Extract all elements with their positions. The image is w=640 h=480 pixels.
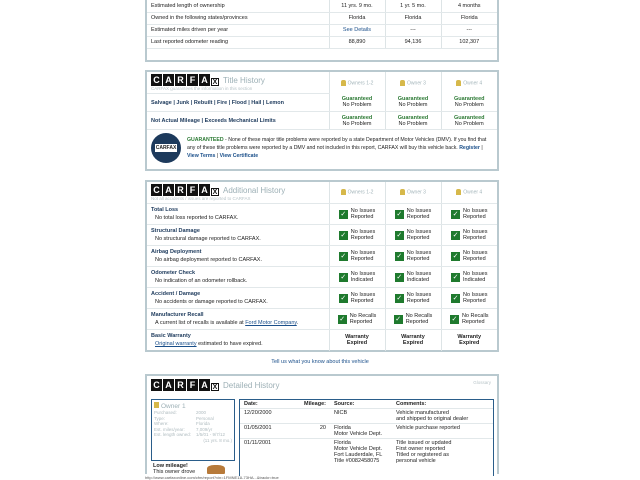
title-history-section xyxy=(145,70,499,171)
logo-letter: C xyxy=(151,74,162,86)
logo-letter: R xyxy=(175,379,186,391)
row-value: 94,136 xyxy=(385,36,441,48)
row-value: Florida xyxy=(441,12,497,24)
logo-letter: F xyxy=(187,74,198,86)
logo-letter: F xyxy=(187,184,198,196)
logo-letter: A xyxy=(163,379,174,391)
section-subtitle: CARFAX guarantees the information in this section xyxy=(151,86,253,91)
checkmark-icon: ✓ xyxy=(396,231,403,239)
table-row: Manufacturer Recall A current list of recalls is available at Ford Motor Company. ✓ No Recalls Reported ✓ No Recalls Reported ✓ No Recalls Reported xyxy=(147,309,497,330)
status-cell: Guaranteed No Problem xyxy=(329,94,385,112)
person-icon xyxy=(456,189,461,195)
status-cell: Guaranteed No Problem xyxy=(385,112,441,130)
status-cell: ✓ No Issues Reported xyxy=(329,288,385,309)
logo-letter: X xyxy=(212,383,218,391)
owner-length: (11 yrs. 8 mo.) xyxy=(203,437,232,443)
original-warranty-link[interactable]: Original warranty xyxy=(155,341,197,348)
warranty-cell: Warranty Expired xyxy=(329,330,385,351)
status-cell: ✓ No Issues Reported xyxy=(385,204,441,225)
row-value: Florida xyxy=(385,12,441,24)
logo-letter: A xyxy=(163,184,174,196)
section-title: Detailed History xyxy=(223,380,280,390)
table-row: Structural Damage No structural damage reported to CARFAX. ✓ No Issues Reported ✓ No Issues Reported ✓ No Issues Reported xyxy=(147,225,497,246)
status-cell: ✓ No Issues Reported xyxy=(329,225,385,246)
detailed-history-section xyxy=(145,374,499,474)
warranty-cell: Warranty Expired xyxy=(385,330,441,351)
table-row: Accident / Damage No accidents or damage reported to CARFAX. ✓ No Issues Reported ✓ No Issues Reported ✓ No Issues Reported xyxy=(147,288,497,309)
section-title: Additional History xyxy=(223,185,286,195)
status-cell: ✓ No Issues Indicated xyxy=(329,267,385,288)
checkmark-icon: ✓ xyxy=(452,294,459,302)
table-row: Total Loss No total loss reported to CARFAX. ✓ No Issues Reported ✓ No Issues Reported ✓ No Issues Reported xyxy=(147,204,497,225)
tell-us-link[interactable]: Tell us what you know about this vehicle xyxy=(271,359,369,365)
checkmark-icon: ✓ xyxy=(452,231,459,239)
carfax-logo xyxy=(151,184,219,196)
table-row: 12/20/2000 NICB Vehicle manufactured and shipped to original dealer xyxy=(240,409,493,424)
view-certificate-link[interactable]: View Certificate xyxy=(219,153,259,159)
row-value: 1 yr. 5 mo. xyxy=(385,0,441,12)
person-icon xyxy=(154,402,159,408)
status-cell: ✓ No Recalls Reported xyxy=(329,309,385,330)
status-cell: ✓ No Issues Reported xyxy=(385,225,441,246)
checkmark-icon: ✓ xyxy=(451,315,458,323)
owner-col-header: Owners 1-2 xyxy=(329,182,385,204)
row-label: Owned in the following states/provinces xyxy=(147,12,329,24)
table-row: Basic Warranty Original warranty estimated to have expired. Warranty Expired Warranty Expired Warranty Expired xyxy=(147,330,497,351)
logo-letter: X xyxy=(212,78,218,86)
ford-recall-link[interactable]: Ford Motor Company xyxy=(245,320,297,326)
table-row: Airbag Deployment No airbag deployment reported to CARFAX. ✓ No Issues Reported ✓ No Issues Reported ✓ No Issues Reported xyxy=(147,246,497,267)
status-cell: ✓ No Issues Reported xyxy=(441,225,497,246)
owner-col-header: Owner 4 xyxy=(441,72,497,94)
status-cell: ✓ No Issues Indicated xyxy=(441,267,497,288)
additional-history-section xyxy=(145,180,499,352)
logo-letter: A xyxy=(199,184,210,196)
table-row: 01/05/2001 20 Florida Motor Vehicle Dept. Vehicle purchase reported xyxy=(240,424,493,439)
logo-letter: X xyxy=(212,188,218,196)
ownership-summary xyxy=(145,0,499,62)
status-cell: Guaranteed No Problem xyxy=(441,94,497,112)
status-cell: ✓ No Issues Reported xyxy=(441,204,497,225)
row-value[interactable]: See Details xyxy=(329,24,385,36)
checkmark-icon: ✓ xyxy=(452,210,459,218)
carfax-guarantee-seal: CARFAX xyxy=(151,133,181,163)
row-value: --- xyxy=(385,24,441,36)
carfax-logo xyxy=(151,74,219,86)
section-title: Title History xyxy=(223,75,265,85)
table-row xyxy=(147,24,497,36)
owner-col-header: Owner 3 xyxy=(385,72,441,94)
table-row xyxy=(147,94,497,112)
row-value: 102,307 xyxy=(441,36,497,48)
checkmark-icon: ✓ xyxy=(452,252,459,260)
row-value: --- xyxy=(441,24,497,36)
status-cell: ✓ No Issues Reported xyxy=(385,288,441,309)
owner-field: Purchased: 2000 xyxy=(154,410,207,415)
logo-letter: C xyxy=(151,379,162,391)
logo-letter: R xyxy=(175,184,186,196)
row-label: Not Actual Mileage | Exceeds Mechanical Limits xyxy=(147,112,329,130)
checkmark-icon: ✓ xyxy=(396,273,403,281)
row-label: Estimated length of ownership xyxy=(147,0,329,12)
fox-icon xyxy=(207,465,225,474)
table-row: Odometer Check No indication of an odometer rollback. ✓ No Issues Indicated ✓ No Issues Indicated ✓ No Issues Indicated xyxy=(147,267,497,288)
status-cell: ✓ No Issues Reported xyxy=(441,246,497,267)
checkmark-icon: ✓ xyxy=(396,252,403,260)
table-row xyxy=(147,112,497,130)
checkmark-icon: ✓ xyxy=(452,273,459,281)
person-icon xyxy=(400,80,405,86)
checkmark-icon: ✓ xyxy=(396,294,403,302)
view-terms-link[interactable]: View Terms xyxy=(187,153,216,159)
logo-letter: R xyxy=(175,74,186,86)
checkmark-icon: ✓ xyxy=(340,252,347,260)
checkmark-icon: ✓ xyxy=(340,294,347,302)
column-header: Comments: xyxy=(396,401,427,407)
owner-field: Est. length owned: 1/5/01 - 9/7/12 xyxy=(154,432,226,437)
register-link[interactable]: Register xyxy=(459,145,480,151)
column-header: Date: xyxy=(244,401,258,407)
logo-letter: C xyxy=(151,184,162,196)
status-cell: Guaranteed No Problem xyxy=(385,94,441,112)
checkmark-icon: ✓ xyxy=(340,210,347,218)
warranty-cell: Warranty Expired xyxy=(441,330,497,351)
history-table xyxy=(239,399,494,476)
owner-name: Owner 1 xyxy=(154,402,232,410)
owner-card xyxy=(151,399,235,461)
status-cell: ✓ No Issues Reported xyxy=(441,288,497,309)
row-value: Florida xyxy=(329,12,385,24)
status-cell: ✓ No Issues Reported xyxy=(329,204,385,225)
logo-letter: A xyxy=(199,74,210,86)
glossary-link[interactable]: Glossary xyxy=(473,380,491,385)
status-cell: ✓ No Recalls Reported xyxy=(385,309,441,330)
table-row: 01/11/2001 Florida Motor Vehicle Dept. Fort Lauderdale, FL Title #0082458075 Title issued or updated First owner reported Titled or registered as personal vehicle xyxy=(240,439,493,466)
row-label: Estimated miles driven per year xyxy=(147,24,329,36)
owner-col-header: Owners 1-2 xyxy=(329,72,385,94)
checkmark-icon: ✓ xyxy=(340,273,347,281)
guarantee-text: GUARANTEED - None of these major title problems were reported by a state Department of Motor Vehicles (DMV). If you find that any of these title problems were reported by a DMV and not included in this report, CARFAX will buy this vehicle back. Register | View Terms | View Certificate xyxy=(187,137,487,159)
row-value: 11 yrs. 9 mo. xyxy=(329,0,385,12)
status-cell: Guaranteed No Problem xyxy=(329,112,385,130)
row-label: Salvage | Junk | Rebuilt | Fire | Flood | Hail | Lemon xyxy=(147,94,329,112)
row-value: 88,890 xyxy=(329,36,385,48)
status-cell: ✓ No Recalls Reported xyxy=(441,309,497,330)
status-cell: ✓ No Issues Indicated xyxy=(385,267,441,288)
checkmark-icon: ✓ xyxy=(395,315,402,323)
table-row xyxy=(147,0,497,12)
person-icon xyxy=(341,80,346,86)
person-icon xyxy=(456,80,461,86)
section-subtitle: Not all accidents / issues are reported to CARFAX xyxy=(151,196,251,201)
status-cell: ✓ No Issues Reported xyxy=(385,246,441,267)
column-header: Source: xyxy=(334,401,355,407)
checkmark-icon: ✓ xyxy=(340,231,347,239)
person-icon xyxy=(400,189,405,195)
column-header: Mileage: xyxy=(303,401,326,407)
owner-field: Where: Florida xyxy=(154,421,210,426)
owner-col-header: Owner 3 xyxy=(385,182,441,204)
person-icon xyxy=(341,189,346,195)
footer-url: http://www.carfaxonline.com/cfm/report?vin=1FMNE11L73HA...&trackr=true xyxy=(145,475,279,480)
status-cell: Guaranteed No Problem xyxy=(441,112,497,130)
checkmark-icon: ✓ xyxy=(339,315,346,323)
logo-letter: A xyxy=(199,379,210,391)
table-row xyxy=(147,36,497,48)
owner-col-header: Owner 4 xyxy=(441,182,497,204)
logo-letter: A xyxy=(163,74,174,86)
row-label: Last reported odometer reading xyxy=(147,36,329,48)
table-row xyxy=(147,12,497,24)
low-mileage-note: Low mileage! This owner drove xyxy=(153,463,196,475)
row-value: 4 months xyxy=(441,0,497,12)
status-cell: ✓ No Issues Reported xyxy=(329,246,385,267)
checkmark-icon: ✓ xyxy=(396,210,403,218)
owner-field: Est. miles/year: 7,009/yr xyxy=(154,426,213,432)
owner-field: Type: Personal xyxy=(154,415,214,421)
logo-letter: F xyxy=(187,379,198,391)
carfax-logo xyxy=(151,379,219,391)
